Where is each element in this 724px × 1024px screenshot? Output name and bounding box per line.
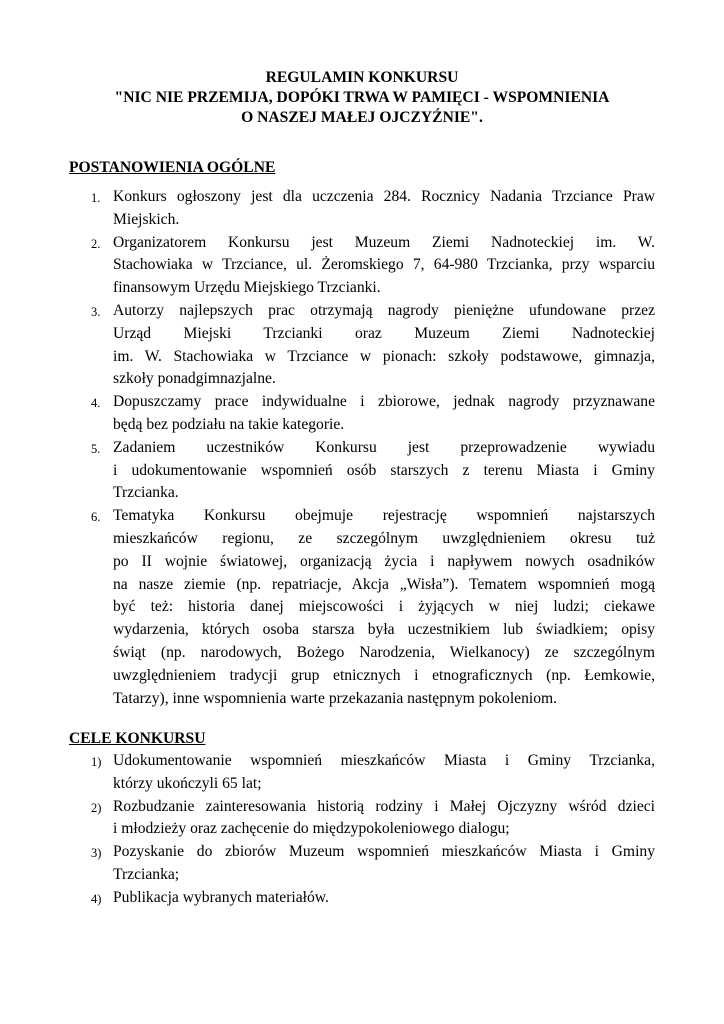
text-line: po II wojnie światowej, organizacją życia i napływem nowych osadników	[113, 552, 655, 570]
text-line: uwzględnieniem tradycji grup etnicznych i etnograficznych (np. Łemkowie,	[113, 666, 655, 684]
list-item-number: 3)	[91, 846, 102, 861]
list-item-text	[113, 750, 655, 796]
contest-goals-list	[0, 750, 724, 910]
list-item	[0, 232, 724, 300]
list-item-number: 4)	[91, 891, 102, 906]
list-item-number: 6.	[91, 510, 101, 525]
list-item	[0, 887, 724, 910]
list-item	[0, 186, 724, 232]
text-line: którzy ukończyli 65 lat;	[113, 774, 262, 792]
text-line: Stachowiaka w Trzciance, ul. Żeromskiego 7, 64-980 Trzcianka, przy wsparciu	[113, 256, 655, 274]
list-item-number: 4.	[91, 396, 101, 411]
text-line: szkoły ponadgimnazjalne.	[113, 370, 276, 388]
section-heading-general: POSTANOWIENIA OGÓLNE	[69, 159, 276, 176]
text-line: Organizatorem Konkursu jest Muzeum Ziemi Nadnoteckiej im. W.	[113, 233, 655, 251]
title-line: O NASZEJ MAŁEJ OJCZYŹNIE".	[241, 109, 483, 126]
list-item-number: 1)	[91, 755, 102, 769]
list-item-text	[113, 186, 655, 232]
text-line: świąt (np. narodowych, Bożego Narodzenia, Wielkanocy) ze szczególnym	[113, 643, 655, 661]
list-item-text	[113, 300, 655, 391]
text-line: im. W. Stachowiaka w Trzciance w pionach: szkoły podstawowe, gimnazja,	[113, 347, 655, 365]
text-line: Zadaniem uczestników Konkursu jest przeprowadzenie wywiadu	[113, 438, 655, 456]
text-line: mieszkańców regionu, ze szczególnym uwzględnieniem okresu tuż	[113, 529, 655, 547]
text-line: Konkurs ogłoszony jest dla uczczenia 284. Rocznicy Nadania Trzciance Praw	[113, 188, 655, 205]
list-item	[0, 391, 724, 437]
text-line: być też: historia danej miejscowości i żyjących w niej ludzi; ciekawe	[113, 598, 655, 616]
text-line: i udokumentowanie wspomnień osób starszych z terenu Miasta i Gminy	[113, 461, 655, 479]
text-line: Miejskich.	[113, 210, 180, 228]
list-item	[0, 750, 724, 796]
document-title	[60, 68, 664, 128]
text-line: Pozyskanie do zbiorów Muzeum wspomnień mieszkańców Miasta i Gminy	[113, 843, 655, 861]
section-heading-goals: CELE KONKURSU	[69, 730, 206, 747]
list-item-number: 1.	[91, 191, 101, 205]
text-line: Publikacja wybranych materiałów.	[113, 888, 329, 906]
list-item-number: 5.	[91, 441, 101, 456]
list-item-text	[113, 391, 655, 437]
text-line: Trzcianka.	[113, 484, 179, 502]
text-line: Dopuszczamy prace indywidualne i zbiorowe, jednak nagrody przyznawane	[113, 393, 655, 411]
text-line: Rozbudzanie zainteresowania historią rodziny i Małej Ojczyzny wśród dzieci	[113, 797, 655, 815]
list-item-number: 3.	[91, 304, 101, 319]
list-item	[0, 300, 724, 391]
list-item	[0, 505, 724, 710]
text-line: na nasze ziemie (np. repatriacje, Akcja „Wisła”). Tematem wspomnień mogą	[113, 575, 655, 593]
text-line: i młodzieży oraz zachęcenie do międzypokoleniowego dialogu;	[113, 820, 510, 838]
list-item	[0, 437, 724, 505]
text-line: Urząd Miejski Trzcianki oraz Muzeum Ziemi Nadnoteckiej	[113, 324, 655, 342]
list-item-text	[113, 232, 655, 300]
title-line: "NIC NIE PRZEMIJA, DOPÓKI TRWA W PAMIĘCI - WSPOMNIENIA	[114, 89, 610, 106]
title-line: REGULAMIN KONKURSU	[265, 69, 459, 86]
list-item-text	[113, 841, 655, 887]
list-item	[0, 841, 724, 887]
list-item-number: 2)	[91, 800, 102, 815]
list-item-text	[113, 796, 655, 842]
text-line: wydarzenia, których osoba starsza była uczestnikiem lub świadkiem; opisy	[113, 621, 655, 639]
general-provisions-list	[0, 186, 724, 710]
list-item-text	[113, 437, 655, 505]
list-item	[0, 796, 724, 842]
list-item-text	[113, 505, 655, 710]
text-line: Tematyka Konkursu obejmuje rejestrację wspomnień najstarszych	[113, 507, 655, 525]
list-item-number: 2.	[91, 236, 101, 251]
text-line: finansowym Urzędu Miejskiego Trzcianki.	[113, 279, 381, 297]
text-line: Udokumentowanie wspomnień mieszkańców Miasta i Gminy Trzcianka,	[113, 752, 655, 769]
text-line: Tatarzy), inne wspomnienia warte przekazania następnym pokoleniom.	[113, 689, 558, 707]
text-line: Autorzy najlepszych prac otrzymają nagrody pieniężne ufundowane przez	[113, 301, 655, 319]
list-item-text	[113, 887, 655, 910]
text-line: będą bez podziału na takie kategorie.	[113, 415, 345, 433]
text-line: Trzcianka;	[113, 865, 180, 883]
